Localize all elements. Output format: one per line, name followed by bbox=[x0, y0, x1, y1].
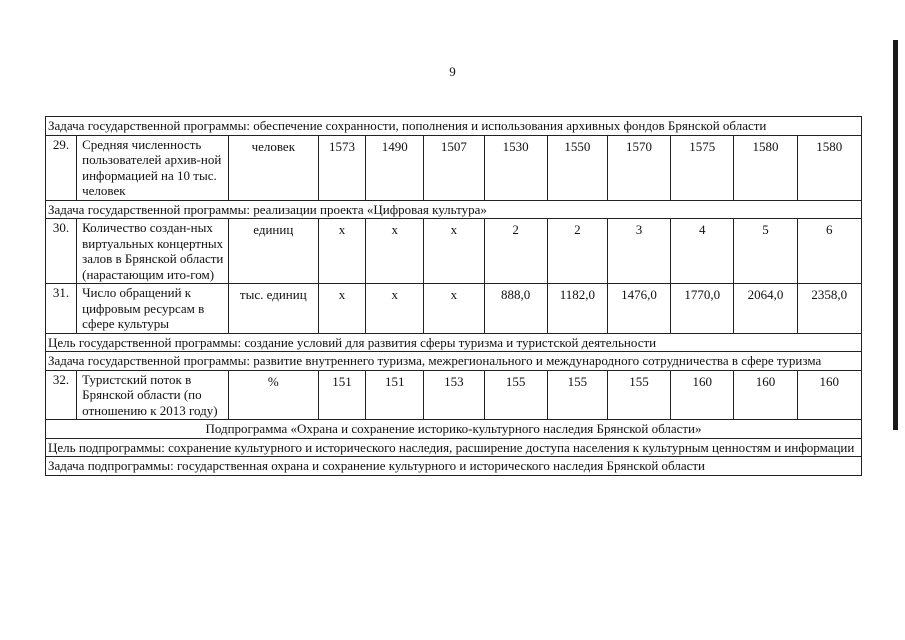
table-row bbox=[46, 370, 862, 420]
indicator-unit: % bbox=[228, 370, 318, 420]
indicator-value: 1580 bbox=[734, 135, 797, 200]
indicator-value: 1490 bbox=[366, 135, 424, 200]
indicator-name: Туристский поток в Брянской области (по отношению к 2013 году) bbox=[77, 370, 229, 420]
indicator-name: Количество создан-ных виртуальных концертных залов в Брянской области (нарастающим ито-гом) bbox=[77, 219, 229, 284]
indicator-value: х bbox=[424, 219, 484, 284]
indicator-number: 30. bbox=[46, 219, 77, 284]
indicator-value: 1580 bbox=[797, 135, 861, 200]
indicator-value: х bbox=[318, 284, 365, 334]
indicator-value: 5 bbox=[734, 219, 797, 284]
indicator-unit: человек bbox=[228, 135, 318, 200]
indicator-value: 160 bbox=[797, 370, 861, 420]
section-row bbox=[46, 117, 862, 136]
indicator-value: 1182,0 bbox=[547, 284, 607, 334]
table-row bbox=[46, 135, 862, 200]
section-heading: Цель государственной программы: создание условий для развития сферы туризма и туристской деятельности bbox=[46, 333, 862, 352]
section-heading: Задача подпрограммы: государственная охрана и сохранение культурного и исторического наследия Брянской области bbox=[46, 457, 862, 476]
indicator-value: 155 bbox=[607, 370, 670, 420]
section-heading: Задача государственной программы: обеспечение сохранности, пополнения и использования архивных фондов Брянской области bbox=[46, 117, 862, 136]
indicator-unit: тыс. единиц bbox=[228, 284, 318, 334]
indicator-value: 1770,0 bbox=[671, 284, 734, 334]
indicator-value: х bbox=[424, 284, 484, 334]
section-row bbox=[46, 457, 862, 476]
indicator-value: х bbox=[366, 219, 424, 284]
indicator-value: 1570 bbox=[607, 135, 670, 200]
section-heading: Задача государственной программы: реализации проекта «Цифровая культура» bbox=[46, 200, 862, 219]
section-row bbox=[46, 200, 862, 219]
indicator-value: х bbox=[366, 284, 424, 334]
indicator-value: 160 bbox=[734, 370, 797, 420]
indicator-value: 4 bbox=[671, 219, 734, 284]
indicator-value: 1476,0 bbox=[607, 284, 670, 334]
indicator-value: х bbox=[318, 219, 365, 284]
scan-edge-bar bbox=[893, 40, 898, 430]
section-heading: Задача государственной программы: развитие внутреннего туризма, межрегионального и международного сотрудничества в сфере туризма bbox=[46, 352, 862, 371]
indicator-unit: единиц bbox=[228, 219, 318, 284]
indicator-value: 153 bbox=[424, 370, 484, 420]
indicator-value: 1507 bbox=[424, 135, 484, 200]
indicator-value: 2 bbox=[547, 219, 607, 284]
indicator-number: 29. bbox=[46, 135, 77, 200]
table-row bbox=[46, 284, 862, 334]
indicator-name: Число обращений к цифровым ресурсам в сфере культуры bbox=[77, 284, 229, 334]
indicator-value: 2 bbox=[484, 219, 547, 284]
indicator-value: 151 bbox=[318, 370, 365, 420]
section-row bbox=[46, 352, 862, 371]
indicator-value: 1530 bbox=[484, 135, 547, 200]
subprogram-title: Подпрограмма «Охрана и сохранение историко-культурного наследия Брянской области» bbox=[46, 420, 862, 439]
indicator-value: 155 bbox=[547, 370, 607, 420]
page-number: 9 bbox=[449, 64, 456, 79]
indicator-value: 160 bbox=[671, 370, 734, 420]
indicator-number: 32. bbox=[46, 370, 77, 420]
indicator-value: 888,0 bbox=[484, 284, 547, 334]
indicator-value: 155 bbox=[484, 370, 547, 420]
indicator-value: 1550 bbox=[547, 135, 607, 200]
indicator-number: 31. bbox=[46, 284, 77, 334]
section-row bbox=[46, 333, 862, 352]
indicators-table bbox=[45, 116, 862, 476]
indicator-value: 3 bbox=[607, 219, 670, 284]
indicator-value: 6 bbox=[797, 219, 861, 284]
section-heading: Цель подпрограммы: сохранение культурного и исторического наследия, расширение доступа населения к культурным ценностям и информации bbox=[46, 438, 862, 457]
indicator-value: 151 bbox=[366, 370, 424, 420]
indicator-value: 1573 bbox=[318, 135, 365, 200]
indicator-name: Средняя численность пользователей архив-ной информацией на 10 тыс. человек bbox=[77, 135, 229, 200]
indicator-value: 2064,0 bbox=[734, 284, 797, 334]
table-row bbox=[46, 219, 862, 284]
indicator-value: 1575 bbox=[671, 135, 734, 200]
indicator-value: 2358,0 bbox=[797, 284, 861, 334]
section-row bbox=[46, 438, 862, 457]
subprogram-row bbox=[46, 420, 862, 439]
